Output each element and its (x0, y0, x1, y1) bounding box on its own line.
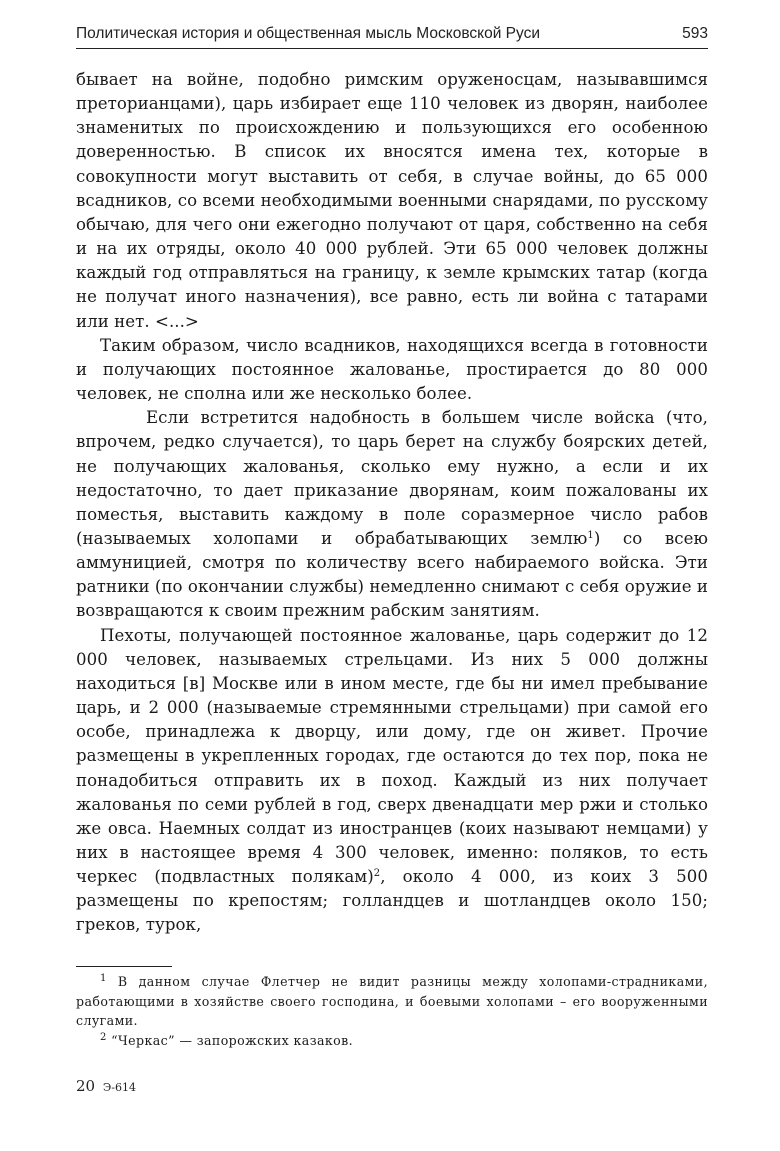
paragraph-1: бывает на войне, подобно римским оруженосцам, называвшимся преторианцами), царь избирает еще 110 человек из дворян, наиболее знаменитых по происхождению и пользующихся его особенною доверенностью. В список их вносятся имена тех, которые в совокупности могут выставить от себя, в случае войны, до 65 000 всадников, со всеми необходимыми военными снарядами, по русскому обычаю, для чего они ежегодно получают от царя, собственно на себя и на их отряды, около 40 000 рублей. Эти 65 000 человек должны каждый год отправляться на границу, к земле крымских татар (когда не получат иного назначения), все равно, есть ли война с татарами или нет. <...> (76, 70, 708, 331)
running-head-title: Политическая история и общественная мысль Московской Руси (76, 25, 541, 42)
footnote-2 (76, 1031, 708, 1051)
paragraph-3 (76, 406, 708, 623)
footnote-1-marker: 1 (100, 973, 107, 984)
footnote-1 (76, 972, 708, 1031)
footnote-ref-1: 1 (587, 529, 594, 541)
page-number: 593 (682, 25, 708, 42)
signature-number: 20 (76, 1077, 96, 1095)
signature-code: Э-614 (102, 1081, 137, 1094)
paragraph-3-text-b: ) со всею аммуницией, смотря по количеству всего набираемого войска. Эти ратники (по окончании службы) немедленно снимают с себя оружие и возвращаются к своим прежним рабским занятиям. (76, 528, 709, 621)
footnote-ref-2: 2 (373, 868, 381, 880)
printer-signature (76, 1077, 136, 1095)
footnotes (76, 972, 708, 1050)
main-text (76, 68, 708, 938)
paragraph-2: Таким образом, число всадников, находящихся всегда в готовности и получающих постоянное жалованье, простирается до 80 000 человек, не сполна или же несколько более. (76, 335, 708, 404)
footnote-2-text: “Черкас” — запорожских казаков. (106, 1032, 354, 1048)
paragraph-4-text-a: Пехоты, получающей постоянное жалованье, царь содержит до 12 000 человек, называемых стрельцами. Из них 5 000 должны находиться [в] Москве или в ином месте, где бы ни имел пребывание царь, и 2 000 (называемые стремянными стрельцами) при самой его особе, принадлежа к дворцу, или дому, где он живет. Прочие размещены в укрепленных городах, где остаются до тех пор, пока не понадобиться отправить их в поход. Каждый из них получает жалованья по семи рублей в год, сверх двенадцати мер ржи и столько же овса. Наемных солдат из иностранцев (коих называют немцами) у них в настоящее время 4 300 человек, именно: поляков, то есть черкес (подвластных полякам) (76, 625, 708, 887)
running-head (76, 22, 708, 49)
paragraph-3-text-a: Если встретится надобность в большем числе войска (что, впрочем, редко случается), то царь берет на службу боярских детей, не получающих жалованья, сколько ему нужно, а если и их недостаточно, то дает приказание дворянам, коим пожалованы их поместья, выставить каждому в поле соразмерное число рабов (называемых холопами и обрабатывающих землю (76, 408, 708, 548)
footnote-separator (76, 966, 172, 967)
footnote-2-marker: 2 (100, 1031, 107, 1043)
paragraph-4 (76, 624, 708, 938)
footnote-1-text: В данном случае Флетчер не видит разницы между холопами-страдниками, работающими в хозяйстве своего господина, и боевыми холопами – его вооруженными слугами. (76, 974, 708, 1028)
paragraph-4-text-b: , около 4 000, из коих 3 500 размещены по крепостям; голландцев и шотландцев около 150; греков, турок, (76, 867, 708, 935)
